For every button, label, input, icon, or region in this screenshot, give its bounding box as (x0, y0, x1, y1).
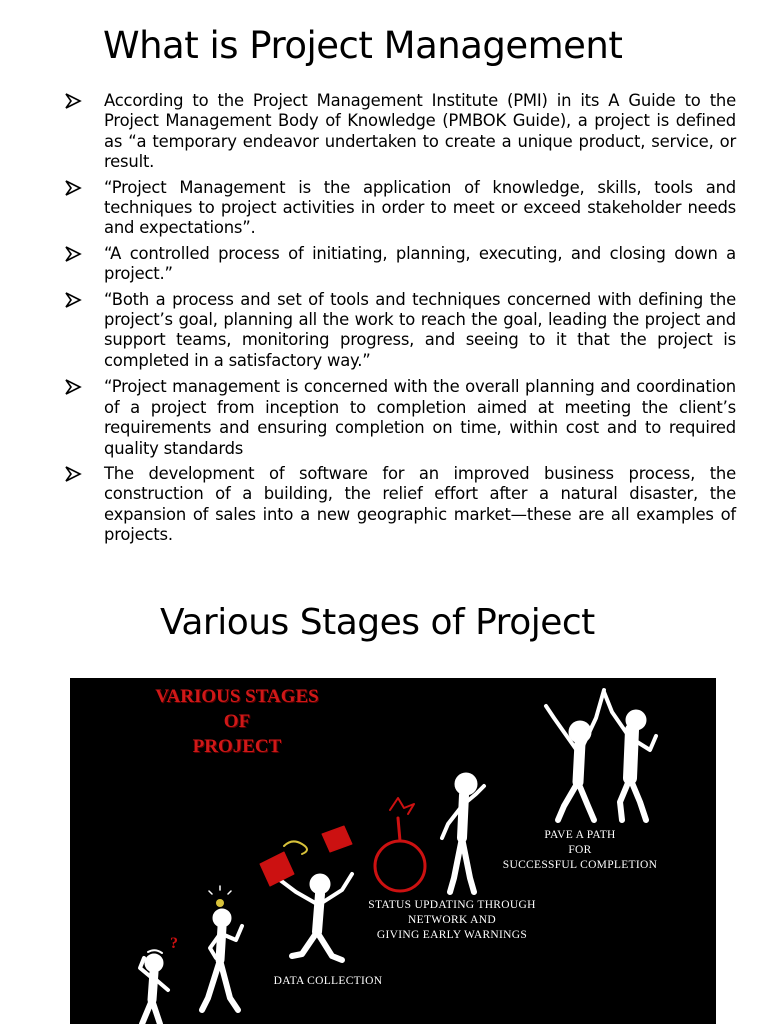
celebrating-figure-icon (546, 690, 604, 820)
arrow-bullet-icon (64, 378, 82, 396)
list-item (64, 178, 736, 239)
data-collection-figure-icon (280, 874, 352, 960)
list-item (64, 377, 736, 459)
list-item (64, 91, 736, 173)
bullet-text: The development of software for an improved business process, the construction of a building, the relief effort after a natural disaster, the expansion of sales into a new geographic market—these are all examples of projects. (104, 463, 736, 545)
arrow-bullet-icon (64, 465, 82, 483)
arrow-bullet-icon (64, 291, 82, 309)
bullet-text: “Both a process and set of tools and techniques concerned with defining the project’s goal, planning all the work to reach the goal, leading the project and support teams, monitoring progress, and seeing to it that the project is completed in a satisfactory way.” (104, 289, 736, 370)
idea-figure-icon (202, 909, 242, 1010)
definition-list (64, 91, 736, 546)
arrow-bullet-icon (64, 179, 82, 197)
question-mark-icon: ? (170, 935, 178, 952)
arrow-bullet-icon (64, 245, 82, 263)
bullet-text: “Project management is concerned with the overall planning and coordination of a project from inception to completion aimed at meeting the client’s requirements and ensuring completion on time, within cost and to required quality standards (104, 377, 736, 458)
papers-icon (260, 826, 352, 886)
illustration-title: VARIOUS STAGES OF PROJECT (155, 686, 319, 757)
list-item (64, 244, 736, 285)
lightbulb-icon (216, 899, 224, 907)
list-item (64, 290, 736, 372)
section-title: Various Stages of Project (160, 602, 595, 643)
project-stages-illustration (70, 678, 716, 1024)
stage-label-completion: PAVE A PATH FOR SUCCESSFUL COMPLETION (502, 829, 658, 871)
thinking-figure-icon (140, 950, 168, 1024)
bullet-text: “A controlled process of initiating, planning, executing, and closing down a project.” (104, 243, 736, 284)
bomb-icon (375, 798, 425, 891)
key-icon (284, 841, 307, 854)
standing-thinker-figure-icon (442, 773, 484, 892)
page-title: What is Project Management (103, 24, 623, 67)
bullet-text: According to the Project Management Institute (PMI) in its A Guide to the Project Management Body of Knowledge (PMBOK Guide), a project is defined as “a temporary endeavor undertaken to create a unique product, service, or result. (104, 91, 736, 172)
list-item (64, 464, 736, 546)
bullet-text: “Project Management is the application of knowledge, skills, tools and techniques to project activities in order to meet or exceed stakeholder needs and expectations”. (104, 177, 736, 238)
stage-label-status: STATUS UPDATING THROUGH NETWORK AND GIVING EARLY WARNINGS (368, 899, 536, 941)
arrow-bullet-icon (64, 92, 82, 110)
celebrating-figure-icon (604, 692, 656, 820)
stage-label-data: DATA COLLECTION (273, 975, 383, 987)
